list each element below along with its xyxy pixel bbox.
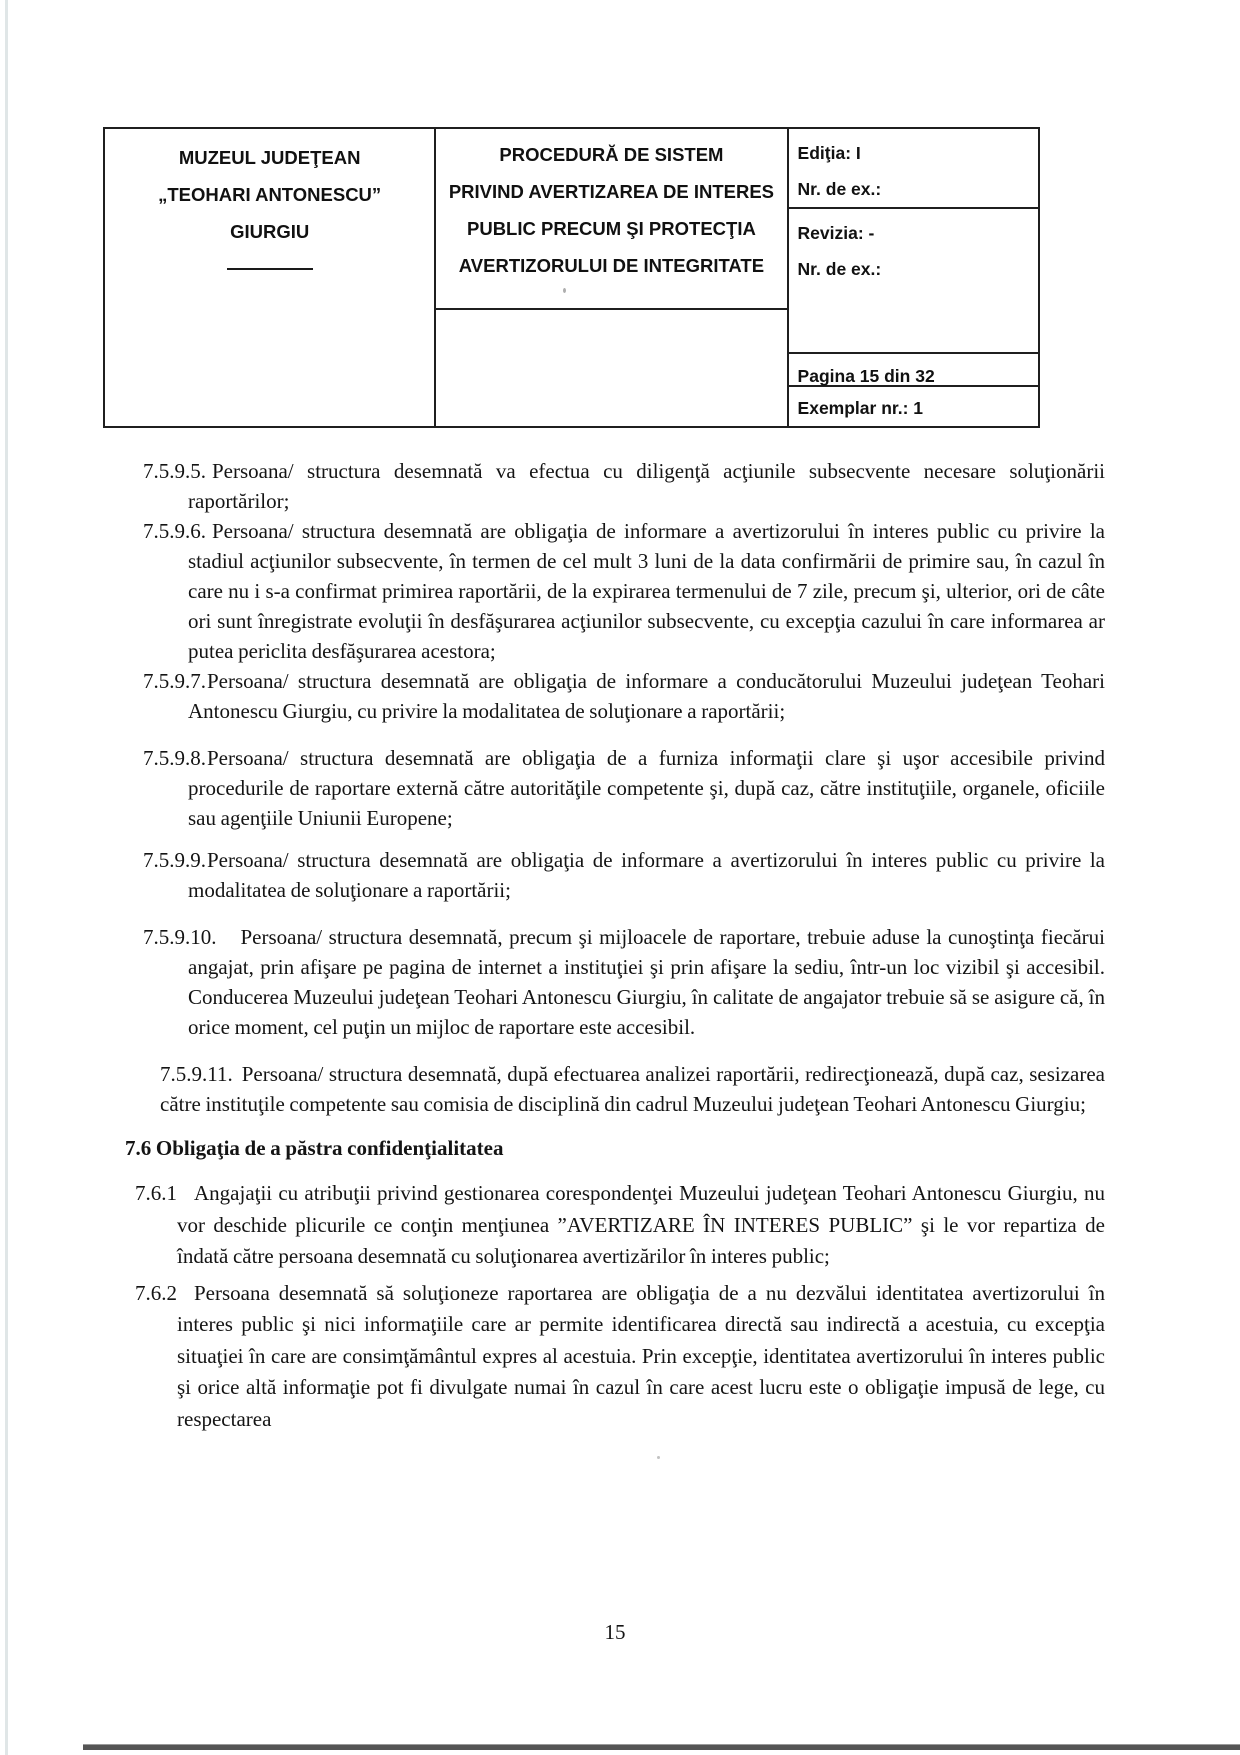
copies-count-label: Nr. de ex.: — [797, 259, 882, 279]
paragraph-number: 7.5.9.10. — [143, 925, 217, 949]
exemplar-label: Exemplar nr.: 1 — [797, 398, 924, 418]
paragraph-number: 7.5.9.9. — [143, 848, 206, 872]
paragraph-7-5-9-11 — [160, 1059, 1105, 1119]
page-count-label: Pagina 15 din 32 — [797, 366, 935, 386]
institution-underline — [227, 268, 313, 270]
edition-meta-column — [789, 129, 1038, 426]
procedure-title-line2: PRIVIND AVERTIZAREA DE INTERES — [448, 181, 774, 202]
paragraph-number: 7.5.9.8. — [143, 746, 206, 770]
paragraph-text: Angajaţii cu atribuţii privind gestionarea corespondenţei Muzeului judeţean Teohari Antonescu Giurgiu, nu vor deschide plicurile ce conţin menţiunea ”AVERTIZARE ÎN INTERES PUBLIC” şi le vor repartiza de îndată către persoana desemnată cu soluţionarea avertizărilor în interes public; — [177, 1181, 1105, 1268]
procedure-title-line4: AVERTIZORULUI DE INTEGRITATE — [458, 255, 765, 276]
procedure-title-cell — [436, 129, 788, 426]
scan-bottom-edge-artifact — [83, 1744, 1240, 1750]
revision-label: Revizia: - — [797, 223, 875, 243]
section-heading-7-6: 7.6 Obligaţia de a păstra confidenţialitatea — [125, 1136, 504, 1160]
institution-name-line2: „TEOHARI ANTONESCU” — [158, 184, 382, 205]
revision-cell — [789, 209, 1038, 354]
procedure-title — [436, 129, 786, 310]
page-number: 15 — [604, 1620, 626, 1644]
paragraph-text: Persoana desemnată să soluţioneze raportarea are obligaţia de a nu dezvălui identitatea avertizorului în interes public şi nici informaţiile care ar permite identificarea directă sau indirectă a acestuia, cu excepţia situaţiei în care are consimţământul expres al acestuia. Prin excepţie, identitatea avertizorului în interes public şi orice altă informaţie pot fi divulgate numai în cazul în care acest lucru este o obligaţie impusă de lege, cu respectarea — [177, 1280, 1105, 1431]
paragraph-7-5-9-8 — [143, 743, 1105, 833]
paragraph-text: Persoana/ structura desemnată are obligaţia de informare a avertizorului în interes public cu privire la stadiul acţiunilor subsecvente, în termen de cel mult 3 luni de la data confirmării de primire sau, în cazul în care nu i s-a confirmat primirea raportării, de la expirarea termenului de 7 zile, precum şi, ulterior, ori de câte ori sunt înregistrate evoluţii în desfăşurarea acţiunilor subsecvente, cu excepţia cazului în care informarea ar putea periclita desfăşurarea acestora; — [188, 519, 1105, 663]
scan-speck — [657, 1456, 660, 1459]
procedure-title-line1: PROCEDURĂ DE SISTEM — [499, 144, 724, 165]
paragraph-7-5-9-10 — [143, 922, 1105, 1042]
paragraph-number: 7.5.9.6. — [143, 519, 206, 543]
procedure-title-line3: PUBLIC PRECUM ŞI PROTECŢIA — [467, 218, 756, 239]
document-body — [0, 456, 1240, 1435]
paragraph-text: Persoana/ structura desemnată va efectua cu diligenţă acţiunile subsecvente necesare soluţionării raportărilor; — [188, 459, 1105, 513]
paragraph-text: Persoana/ structura desemnată are obligaţia de informare a conducătorului Muzeului judeţean Teohari Antonescu Giurgiu, cu privire la modalitatea de soluţionare a raportării; — [188, 669, 1105, 723]
paragraph-text: Persoana/ structura desemnată, precum şi mijloacele de raportare, trebuie aduse la cunoştinţa fiecărui angajat, prin afişare pe pagina de internet a instituţiei şi prin afişare la sediu, într-un loc vizibil şi accesibil. Conducerea Muzeului judeţean Teohari Antonescu Giurgiu, în calitate de angajator trebuie să se asigure că, în orice moment, cel puţin un mijloc de raportare este accesibil. — [188, 925, 1105, 1039]
paragraph-number: 7.5.9.5. — [143, 459, 206, 483]
paragraph-7-5-9-7 — [143, 666, 1105, 726]
paragraph-number: 7.5.9.7. — [143, 669, 206, 693]
exemplar-cell — [789, 387, 1038, 426]
copies-count-label: Nr. de ex.: — [797, 179, 882, 199]
edition-label: Ediţia: I — [797, 143, 861, 163]
institution-name-line3: GIURGIU — [230, 221, 310, 242]
institution-cell — [105, 129, 436, 426]
paragraph-7-5-9-6 — [143, 516, 1105, 666]
paragraph-text: Persoana/ structura desemnată are obligaţia de informare a avertizorului în interes public cu privire la modalitatea de soluţionare a raportării; — [188, 848, 1105, 902]
document-header-table — [103, 127, 1040, 428]
empty-cell — [436, 310, 786, 426]
edition-cell — [789, 129, 1038, 209]
institution-name-line1: MUZEUL JUDEŢEAN — [178, 147, 361, 168]
paragraph-text: Persoana/ structura desemnată, după efectuarea analizei raportării, redirecţionează, după caz, sesizarea către instituţile competente sau comisia de disciplină din cadrul Muzeului judeţean Teohari Antonescu Giurgiu; — [160, 1062, 1105, 1116]
paragraph-number: 7.5.9.11. — [160, 1062, 233, 1086]
paragraph-text: Persoana/ structura desemnată are obligaţia de a furniza informaţii clare şi uşor accesibile privind procedurile de raportare externă către autorităţile competente şi, după caz, către instituţiile, organele, oficiile sau agenţiile Uniunii Europene; — [188, 746, 1105, 830]
paragraph-7-5-9-9 — [143, 845, 1105, 905]
paragraph-number: 7.6.1 — [135, 1181, 177, 1205]
paragraph-number: 7.6.2 — [135, 1280, 177, 1305]
paragraph-7-6-1 — [135, 1178, 1105, 1273]
page-count-cell — [789, 354, 1038, 387]
paragraph-7-6-2 — [135, 1278, 1105, 1436]
paragraph-7-5-9-5 — [143, 456, 1105, 516]
